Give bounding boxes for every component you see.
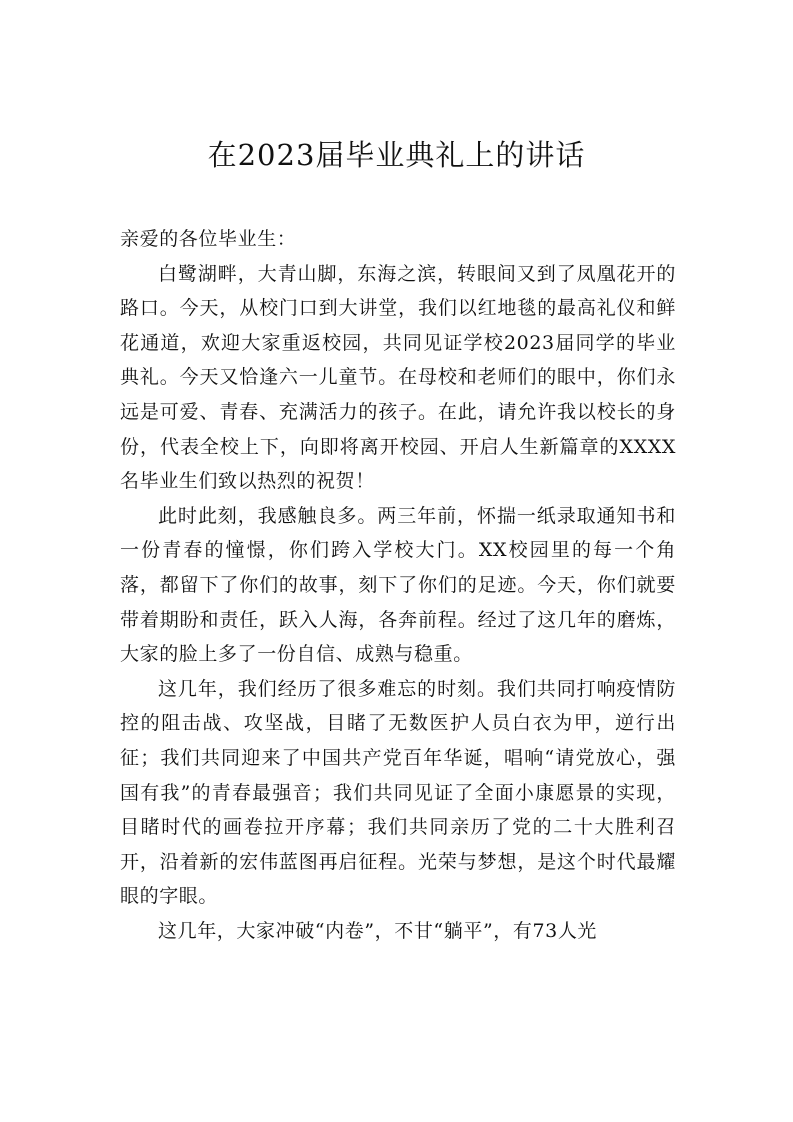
salutation: 亲爱的各位毕业生： [120, 228, 297, 250]
paragraph-4: 这几年，大家冲破“内卷”，不甘“躺平”，有73人光 [158, 919, 598, 942]
document-title: 在2023届毕业典礼上的讲话 [207, 138, 586, 172]
paragraph-1: 白鹭湖畔，大青山脚，东海之滨，转眼间又到了凤凰花开的路口。今天，从校门口到大讲堂，我们以红地毯的最高礼仪和鲜花通道，欢迎大家重返校园，共同见证学校2023届同学的毕业典礼。今天又恰逢六一儿童节。在母校和老师们的眼中，你们永远是可爱、青春、充满活力的孩子。在此，请允许我以校长的身份，代表全校上下，向即将离开校园、开启人生新篇章的XXXX名毕业生们致以热烈的祝贺！ [120, 262, 676, 493]
document-body [120, 222, 676, 948]
paragraph-2: 此时此刻，我感触良多。两三年前，怀揣一纸录取通知书和一份青春的憧憬，你们跨入学校大门。XX校园里的每一个角落，都留下了你们的故事，刻下了你们的足迹。今天，你们就要带着期盼和责任，跃入人海，各奔前程。经过了这几年的磨炼，大家的脸上多了一份自信、成熟与稳重。 [120, 504, 676, 666]
paragraph-3: 这几年，我们经历了很多难忘的时刻。我们共同打响疫情防控的阻击战、攻坚战，目睹了无数医护人员白衣为甲，逆行出征；我们共同迎来了中国共产党百年华诞，唱响“请党放心，强国有我”的青春最强音；我们共同见证了全面小康愿景的实现，目睹时代的画卷拉开序幕；我们共同亲历了党的二十大胜利召开，沿着新的宏伟蓝图再启征程。光荣与梦想，是这个时代最耀眼的字眼。 [120, 677, 676, 908]
